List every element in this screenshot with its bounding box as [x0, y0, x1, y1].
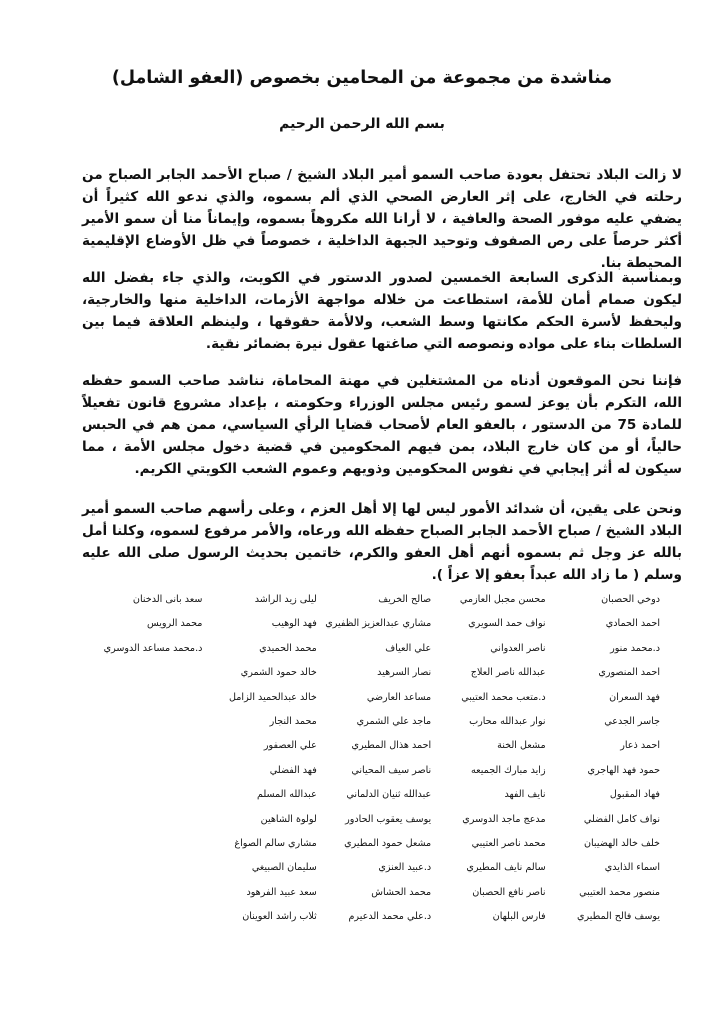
signatory-name: فهد السعران [609, 691, 660, 703]
signatory-name: خالد عبدالحميد الزامل [229, 691, 317, 703]
signatory-name: فهد الفضلي [269, 764, 317, 776]
paragraph-appeal: فإننا نحن الموقعون أدناه من المشتغلين في مهنة المحاماة، نناشد صاحب السمو حفظه الله، التكرم بأن يوعز لسمو رئيس مجلس الوزراء وحكومته ، بإعداد مشروع قانون تفعيلاً للمادة 75 من الدستور ، بالعفو العام لأصحاب قضايا الرأي السياسي، ممن هم في الحبس حالياً، أو من كان خارج البلاد، بمن فيهم المحكومين في قضية دخول مجلس الأمة ، مما سيكون له أثر إيجابي في نفوس المحكومين وذويهم وعموم الشعب الكويتي الكريم. [82, 372, 682, 477]
signatory-name [88, 881, 202, 905]
signatory-name [88, 734, 202, 758]
signatory-name: علي العصفور [263, 740, 317, 752]
signatory-name: نواف كامل الفضلي [583, 813, 660, 825]
signatory-name: محسن مجبل العازمي [459, 594, 546, 605]
signatory-name [88, 856, 202, 880]
signatory-name: عبدالله ثنيان الدلماني [346, 789, 432, 801]
signatory-name: سعد عبيد الفرهود [246, 886, 317, 898]
signatory-name: سالم نايف المطيري [466, 862, 546, 874]
signatory-name [88, 808, 202, 832]
signatory-name: اسماء الذايدي [604, 862, 660, 874]
signatory-name: محمد الحميدي [259, 642, 317, 654]
signatory-name: نايف الفهد [504, 789, 546, 801]
signatory-name: يوسف فالح المطيري [576, 911, 660, 923]
signatory-name: ثلاب راشد العوينان [242, 911, 317, 923]
signatory-name: احمد هذال المطيري [351, 740, 432, 752]
signatory-name: د.محمد منور [610, 642, 660, 654]
signatory-name: د.متعب محمد العتيبي [461, 691, 546, 703]
signatory-name: محمد الرويس [147, 618, 203, 630]
signatory-name [88, 710, 202, 734]
signatory-name: سعد بانى الدخنان [132, 594, 203, 605]
signatory-name: منصور محمد العتيبي [579, 886, 660, 898]
signatory-name: فارس البلهان [492, 911, 546, 923]
signatories-list [88, 588, 660, 929]
signatory-name [88, 905, 202, 929]
signatory-name: مساعد العارضي [366, 691, 432, 703]
signatory-name: زايد مبارك الجميعه [471, 764, 546, 776]
signatory-name: ليلى زيد الراشد [254, 594, 317, 605]
signatory-name [88, 783, 202, 807]
paragraph-intro: لا زالت البلاد تحتفل بعودة صاحب السمو أمير البلاد الشيخ / صباح الأحمد الجابر الصباح من رحلته في الخارج، على إثر العارض الصحي الذي ألم بسموه، والذي ندعو الله كثيراً أن يضفي عليه موفور الصحة والعافية ، لا أرانا الله مكروهاً بسموه، وإيماناً منا أن سمو الأمير أكثر حرصاً على رص الصفوف وتوحيد الجبهة الداخلية ، خصوصاً في ظل الأوضاع الإقليمية المحيطة بنا. [82, 166, 682, 271]
signatory-name: محمد ناصر العتيبي [471, 837, 546, 849]
signatory-name: مشاري عبدالعزيز الظفيري [325, 618, 432, 630]
signatory-name [88, 686, 202, 710]
signatory-name: نصار السرهيد [377, 667, 432, 679]
signatory-name: محمد النجار [269, 715, 317, 727]
signatory-name [88, 832, 202, 856]
signatory-name: نوار عبدالله محارب [469, 715, 546, 727]
signatory-name: نواف حمد السويري [468, 618, 546, 630]
signatory-name: لولوة الشاهين [260, 813, 317, 825]
signatory-name: د.محمد مساعد الدوسري [103, 642, 203, 654]
signatory-name [88, 759, 202, 783]
signatory-name: عبدالله ناصر العلاج [470, 667, 546, 679]
signatory-name: فهد الوهيب [271, 618, 317, 630]
paragraph-constitution: وبمناسبة الذكرى السابعة الخمسين لصدور الدستور في الكويت، والذي جاء بفضل الله ليكون صمام أمان للأمة، استطاعت من خلاله مواجهة الأزمات، الداخلية منها والخارجية، وليحفظ لأسرة الحكم مكانتها وسط الشعب، ولالأمة حقوقها ، ولينظم العلاقة فيما بين السلطات بناء على مواده ونصوصه التي صاغتها عقول نيرة بضمائر نقية. [82, 269, 682, 352]
signatory-name [88, 661, 202, 685]
signatory-name: د.عبيد العنزي [378, 862, 432, 874]
signatory-name: مشعل حمود المطيري [344, 837, 432, 849]
signatory-name: حمود فهد الهاجري [587, 764, 660, 776]
signatory-name: د.علي محمد الدعيرم [348, 911, 432, 923]
signatory-name: ناصر العدواني [490, 642, 546, 654]
signatory-name: فهاد المقبول [609, 789, 660, 801]
basmala: بسم الله الرحمن الرحيم [279, 116, 445, 132]
signatory-name: احمد الحمادي [605, 618, 660, 630]
signatory-name: عبدالله المسلم [256, 789, 317, 801]
signatory-name: ناصر سيف المحياني [351, 764, 432, 776]
signatory-name: احمد ذعار [620, 740, 660, 752]
signatory-name: احمد المنصوري [598, 667, 660, 679]
paragraph-closing: ونحن على يقين، أن شدائد الأمور ليس لها إلا أهل العزم ، وعلى رأسهم صاحب السمو أمير البلاد الشيخ / صباح الأحمد الجابر الصباح حفظه الله ورعاه، والأمر مرفوع لسموه، وكلنا أمل بالله عز وجل ثم بسموه أنهم أهل العفو والكرم، خاتمين بحديث الرسول صلى الله عليه وسلم ( ما زاد الله عبداً بعفو إلا عزاً ). [82, 500, 682, 583]
document-title: مناشدة من مجموعة من المحامين بخصوص (العفو الشامل) [111, 68, 613, 88]
signatory-name: يوسف يعقوب الحادور [345, 813, 432, 825]
signatory-name: مشاري سالم الصواغ [234, 837, 317, 849]
signatory-name: صالح الخريف [378, 594, 432, 605]
signatory-name: دوخي الحصبان [601, 594, 660, 605]
signatory-name: خلف خالد الهضيبان [583, 837, 660, 849]
signatory-name: سليمان الصبيغي [251, 862, 317, 874]
signatory-name: ناصر نافع الحصبان [472, 886, 546, 898]
signatory-name: علي العياف [385, 642, 432, 654]
signatory-name: مدعج ماجد الدوسري [462, 813, 546, 825]
signatory-name: خالد حمود الشمري [240, 667, 317, 679]
signatory-name: ماجد علي الشمري [356, 715, 432, 727]
signatory-name: جاسر الجدعي [604, 715, 660, 727]
signatory-name: مشعل الخنة [497, 740, 546, 752]
signatory-name: محمد الحشاش [371, 886, 432, 898]
